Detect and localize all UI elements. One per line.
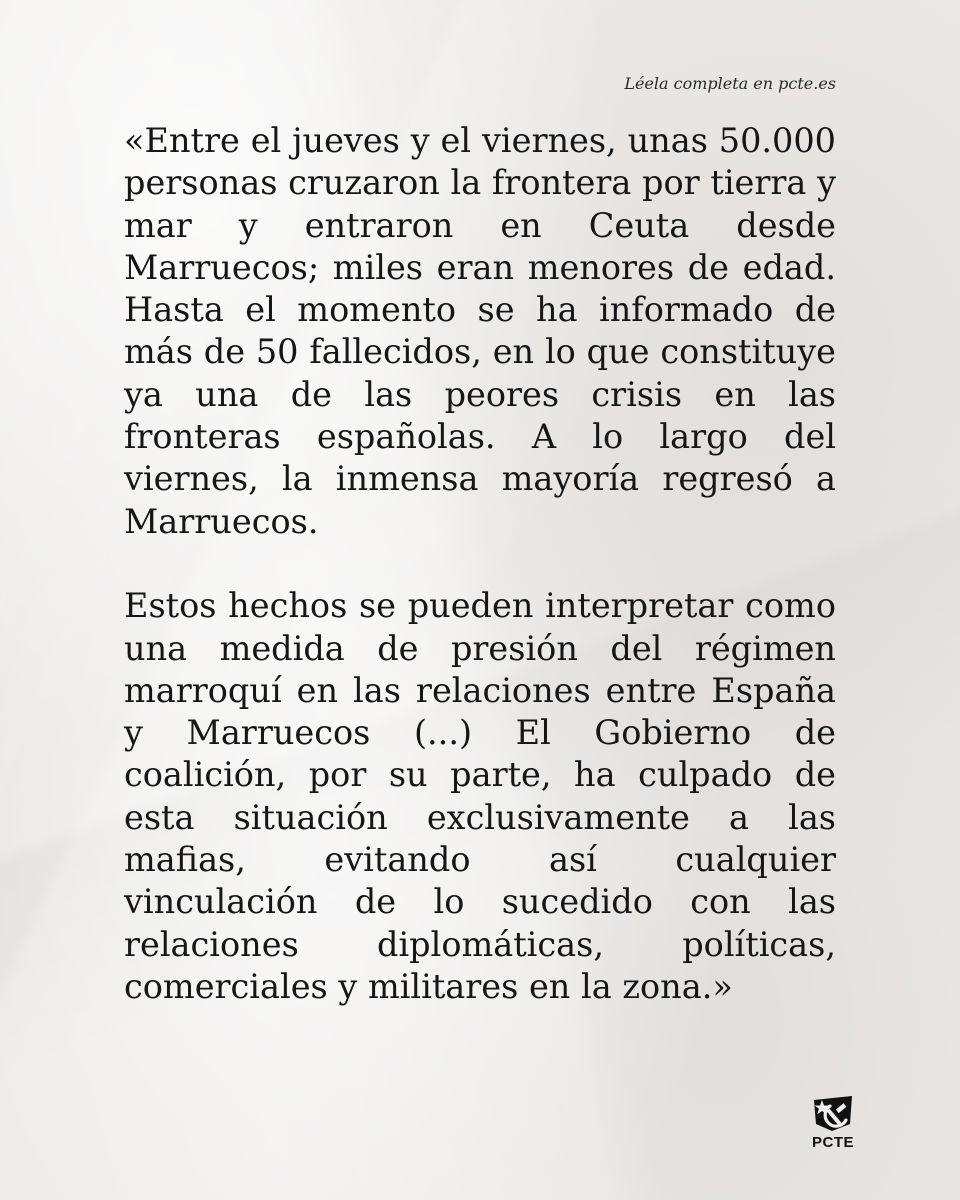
read-more-note: Léela completa en pcte.es bbox=[624, 74, 836, 93]
quote-text bbox=[124, 120, 836, 1008]
quote-paragraph-2: Estos hechos se pueden interpretar como una medida de presión del régimen marroquí en las relaciones entre España y Marruecos (...) El Gobierno de coalición, por su parte, ha culpado de esta situación exclusivamente a las mafias, evitando así cualquier vinculación de lo sucedido con las relaciones diplomáticas, políticas, comerciales y militares en la zona.» bbox=[124, 586, 836, 1006]
star-hammer-sickle-icon bbox=[808, 1094, 858, 1134]
pcte-logo bbox=[808, 1094, 858, 1150]
quote-paragraph-1: «Entre el jueves y el viernes, unas 50.000 personas cruzaron la frontera por tierra y mar y entraron en Ceuta desde Marruecos; miles eran menores de edad. Hasta el momento se ha informado de más de 50 fallecidos, en lo que constituye ya una de las peores crisis en las fronteras españolas. A lo largo del viernes, la inmensa mayoría regresó a Marruecos. bbox=[124, 121, 836, 541]
logo-text: PCTE bbox=[811, 1134, 854, 1151]
